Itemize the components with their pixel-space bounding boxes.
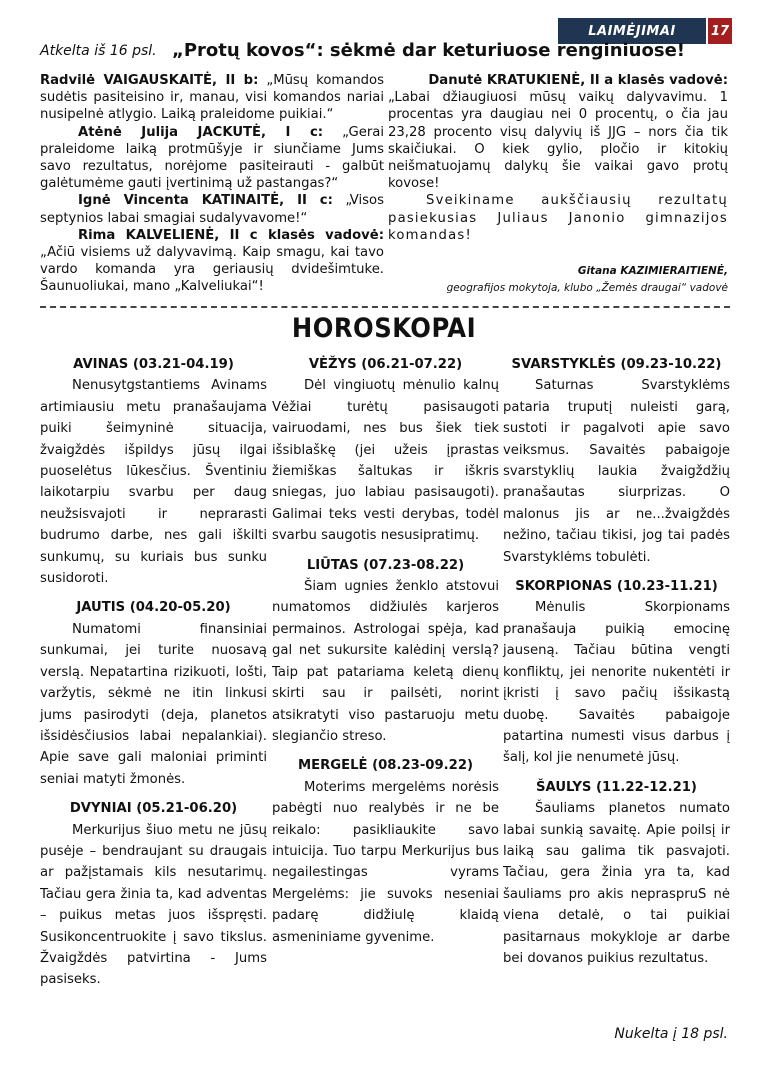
quote-author: Danutė KRATUKIENĖ, II a klasės vadovė: — [428, 73, 728, 88]
sign-text-dvyniai: Merkurijus šiuo metu ne jūsų pusėje – bendraujant su draugais ar pažįstamais kils nesutarimų. Tačiau gera žinia ta, kad adventas – puikus metas juos išspręsti. Susikoncentruokite į savo tikslus. Žvaigždės patvirtina - Jums pasiseks. — [40, 822, 267, 988]
sign-title-liutas: LIŪTAS (07.23-08.22) — [306, 557, 465, 573]
quotes-left-column — [40, 72, 384, 296]
sign-text-vezys: Dėl vingiuotų mėnulio kalnų Vėžiai turėtų pasisaugoti vairuodami, nes bus šiek tiek išsiblaškę (jei užeis įprastas žiemiškas šaltukas ir iškris sniegas, juo labiau pasisaugoti). Galimai teks vesti derybas, todėl svarbu saugotis nesusipratimų. — [272, 378, 499, 544]
quote-4 — [40, 227, 384, 296]
quote-text: „Visos septynios labai smagiai sudalyvavome!“ — [40, 193, 384, 226]
continued-from: Atkelta iš 16 psl. — [40, 43, 157, 59]
sign-text-skorpionas: Mėnulis Skorpionams pranašauja puikią emocinę jauseną. Tačiau būtina vengti konfliktų, jei nenorite nukentėti ir įkristi į savo pačių išsikastą duobę. Savaitės pabaigoje patartina numesti visus darbus į šalį, kol jie nenumetė jūsų. — [503, 600, 730, 766]
continued-to: Nukelta į 18 psl. — [614, 1026, 728, 1042]
sign-text-liutas: Šiam ugnies ženklo atstovui numatomos didžiulės karjeros permainos. Astrologai spėja, kad gal net sukursite kalėdinį verslą? Taip pat patariama keletą dienų skirti sau ir pailsėti, norint atsikratyti viso pastaruoju metu slegiančio streso. — [272, 579, 499, 744]
quote-text: „Mūsų komandos sudėtis pasiteisino ir, manau, visi komandos nariai nusipelnė atlygio. Laiką praleidome puikiai.“ — [40, 73, 384, 123]
horoscope-column-1 — [40, 354, 267, 999]
sign-title-mergele: MERGELĖ (08.23-09.22) — [297, 758, 474, 774]
sign-title-vezys: VĖŽYS (06.21-07.22) — [308, 357, 463, 372]
quote-text: „Labai džiaugiuosi mūsų vaikų dalyvavimu. 1 procentas yra daugiau nei 0 procentų, o čia jau 23,28 procento visų dalyvių iš JJG – nors čia tik skaičiukai. O kiek gylio, pločio ir kitokių neišmatuojamų dalykų šie vaikai gavo protų kovose! — [388, 90, 728, 192]
sign-title-jautis: JAUTIS (04.20-05.20) — [76, 600, 231, 616]
quote-text: „Gerai praleidome laiką protmūšyje ir siunčiame Jums savo rezultatus, norėjome pasiteirauti - galbūt galėtumėme gauti įvertinimą už pastangas?“ — [40, 124, 384, 192]
quote-right — [388, 72, 728, 192]
sign-text-avinas: Nenusytgstantiems Avinams artimiausiu metu pranašaujama puiki šeimyninė situacija, žvaigždės išpildys jūsų ilgai puoselėtus lūkesčius. Šventiniu laikotarpiu svarbu per daug neužsisvajoti ir neprarasti budrumo darbe, nes gali iškilti sunkumų, su kuriais bus sunku susidoroti. — [40, 378, 267, 587]
quote-text: „Ačiū visiems už dalyvavimą. Kaip smagu, kai tavo vardo komanda yra geriausių dvidešimtuke. Šaunuoliukai, mano „Kalveliukai“! — [40, 245, 384, 295]
quote-author: Rima KALVELIENĖ, II c klasės vadovė: — [78, 227, 384, 243]
congratulation-text: Sveikiname aukščiausių rezultatų pasiekusias Juliaus Janonio gimnazijos komandas! — [388, 193, 728, 243]
section-divider — [40, 306, 730, 308]
quote-author: Atėnė Julija JACKUTĖ, I c: — [78, 124, 324, 140]
quotes-right-column — [388, 72, 728, 244]
quote-author: Radvilė VAIGAUSKAITĖ, II b: — [40, 73, 259, 88]
quote-1 — [40, 72, 384, 124]
sign-title-avinas: AVINAS (03.21-04.19) — [73, 357, 234, 372]
quote-author: Ignė Vincenta KATINAITĖ, II c: — [78, 193, 333, 209]
author-signature — [447, 263, 728, 297]
sign-title-saulys: ŠAULYS (11.22-12.21) — [536, 779, 697, 795]
quote-2 — [40, 124, 384, 193]
horoscope-column-3 — [503, 354, 730, 977]
sign-title-svarstykles: SVARSTYKLĖS (09.23-10.22) — [511, 357, 722, 372]
horoscope-column-2 — [272, 354, 499, 956]
sign-title-skorpionas: SKORPIONAS (10.23-11.21) — [515, 579, 718, 595]
section-tab: LAIMĖJIMAI — [558, 18, 706, 44]
sign-title-dvyniai: DVYNIAI (05.21-06.20) — [69, 801, 238, 817]
sign-text-mergele: Moterims mergelėms norėsis pabėgti nuo realybės ir ne be reikalo: pasikliaukite savo intuicija. Tuo tarpu Merkurijus bus negailestingas vyrams Mergelėms: jie suvoks neseniai padarę didžiulę klaidą asmeniniame gyvenime. — [272, 779, 499, 945]
signature-role: geografijos mokytoja, klubo „Žemės draugai“ vadovė — [446, 282, 728, 294]
sign-text-saulys: Šauliams planetos numato labai sunkią savaitę. Apie poilsį ir laiką sau galima tik pasvajoti. Tačiau, gera žinia yra ta, kad šauliams pro akis nepraspruS nė viena detalė, o tai puikiai pasitarnaus mokykloje ar darbe bei dovanos puikius rezultatus. — [503, 801, 730, 966]
sign-text-svarstykles: Saturnas Svarstyklėms pataria truputį nuleisti garą, sustoti ir pagalvoti apie savo veiksmus. Savaitės pabaigoje svarstyklių laukia žvaigždžių pranašautas siurprizas. O malonus jis ar ne...žvaigždės nežino, tačiau tikisi, jog tai padės Svarstyklėms tobulėti. — [503, 378, 730, 565]
page-number: 17 — [708, 18, 732, 44]
horoscope-title: HOROSKOPAI — [291, 313, 477, 344]
quote-3 — [40, 192, 384, 226]
sign-text-jautis: Numatomi finansiniai sunkumai, jei turite nuosavą verslą. Nepatartina rizikuoti, lošti, varžytis, sėkmė ne itin linkusi jums pasirodyti (deja, planetos išsidėsčiusios labai nepalankiai). Apie save gali maloniai priminti seniai matyti žmonės. — [40, 621, 267, 787]
article-headline: „Protų kovos“: sėkmė dar keturiuose renginiuose! — [172, 40, 685, 61]
signature-name: Gitana KAZIMIERAITIENĖ, — [577, 265, 728, 277]
